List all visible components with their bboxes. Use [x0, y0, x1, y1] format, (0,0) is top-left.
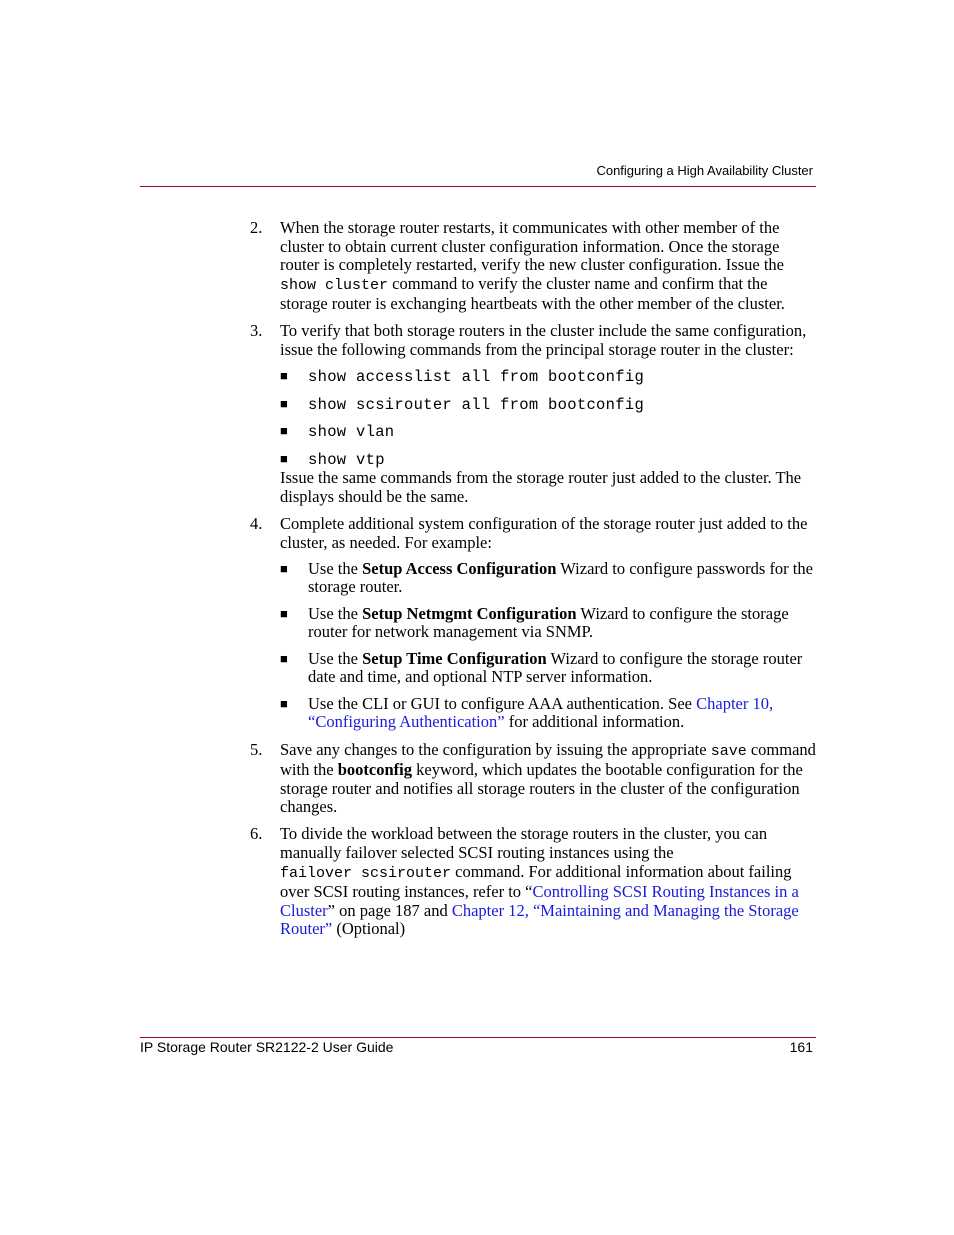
bullet-icon: ■: [280, 395, 288, 411]
bullet-icon: ■: [280, 560, 288, 576]
step-text: command with the: [280, 739, 816, 780]
step-number: 3.: [250, 321, 263, 341]
main-content: [250, 219, 816, 947]
footer-doc-title: IP Storage Router SR2122-2 User Guide: [140, 1039, 394, 1055]
wizard-bullet: [280, 650, 816, 687]
wizard-name: Setup Netmgmt Configuration: [362, 603, 577, 623]
bullet-text: for additional information.: [504, 712, 685, 732]
bullet-text: Wizard to configure passwords for the storage router.: [308, 558, 813, 597]
step-text: (Optional): [336, 919, 406, 939]
bullet-icon: ■: [280, 423, 288, 439]
step-text: Save any changes to the configuration by issuing the appropriate: [280, 739, 707, 759]
wizard-bullet: [280, 560, 816, 597]
step-3: [250, 322, 816, 506]
step-text: ” on page 187 and: [327, 900, 448, 920]
step-text: command to verify the cluster name and confirm that the storage router is exchanging heartbeats with the other member of the cluster.: [280, 273, 785, 314]
step-4: [250, 515, 816, 732]
chapter-10-link[interactable]: Chapter 10, “Configuring Authentication”: [308, 693, 774, 732]
command-text: show scsirouter all from bootconfig: [308, 395, 645, 414]
keyword: bootconfig: [337, 760, 412, 780]
bullet-icon: ■: [280, 450, 288, 466]
wizard-name: Setup Time Configuration: [362, 648, 547, 668]
command-text: show vtp: [308, 450, 385, 469]
bullet-text: Use the CLI or GUI to configure AAA authentication. See: [308, 693, 697, 713]
controlling-scsi-link[interactable]: Controlling SCSI Routing Instances in a Cluster: [280, 882, 799, 920]
step-number: 5.: [250, 739, 263, 759]
bullet-icon: ■: [280, 650, 288, 666]
bullet-text: Use the: [308, 648, 363, 668]
step-number: 2.: [250, 218, 263, 237]
inline-code: save: [710, 742, 747, 760]
command-text: show accesslist all from bootconfig: [308, 368, 645, 387]
running-header: Configuring a High Availability Cluster: [596, 163, 813, 178]
bullet-text: Use the: [308, 603, 363, 623]
command-bullet: [280, 395, 816, 415]
bullet-text: Wizard to configure the storage router for network management via SNMP.: [308, 603, 789, 642]
wizard-bullet: [280, 605, 816, 642]
footer-rule: [140, 1037, 816, 1038]
step-2: [250, 219, 816, 314]
bullet-icon: ■: [280, 695, 288, 711]
wizard-name: Setup Access Configuration: [362, 558, 557, 578]
step-6: [250, 825, 816, 939]
chapter-12-link[interactable]: Chapter 12, “Maintaining and Managing the Storage Router”: [280, 900, 799, 939]
page-number: 161: [789, 1039, 813, 1055]
step-text: keyword, which updates the bootable configuration for the storage router and notifies all storage routers in the cluster of the configuration changes.: [280, 760, 803, 817]
inline-code: failover scsirouter: [280, 864, 452, 882]
step-followup-text: Issue the same commands from the storage router just added to the cluster. The displays should be the same.: [280, 468, 802, 506]
step-text: To divide the workload between the storage routers in the cluster, you can manually failover selected SCSI routing instances using the: [280, 824, 768, 862]
bullet-icon: ■: [280, 368, 288, 384]
bullet-text: Use the: [308, 558, 363, 578]
step-number: 6.: [250, 824, 263, 844]
header-rule: [140, 186, 816, 187]
command-bullet: [280, 367, 816, 387]
step-text: command. For additional information about failing over SCSI routing instances, refer to “: [280, 861, 792, 902]
step-number: 4.: [250, 513, 263, 533]
inline-code: show cluster: [280, 276, 389, 294]
auth-bullet: [280, 695, 816, 732]
step-text: To verify that both storage routers in the cluster include the same configuration, issue the following commands from the principal storage router in the cluster:: [280, 321, 807, 360]
command-text: show vlan: [308, 423, 395, 442]
step-5: [250, 741, 816, 817]
command-bullet: [280, 422, 816, 442]
step-text: When the storage router restarts, it communicates with other member of the cluster to obtain current cluster configuration information. Once the storage router is completely restarted, verify the new cluster configuration. Issue the: [280, 218, 784, 275]
command-bullet: [280, 450, 816, 470]
bullet-text: Wizard to configure the storage router date and time, and optional NTP server information.: [308, 648, 803, 687]
step-text: Complete additional system configuration of the storage router just added to the cluster, as needed. For example:: [280, 513, 808, 552]
bullet-icon: ■: [280, 605, 288, 621]
